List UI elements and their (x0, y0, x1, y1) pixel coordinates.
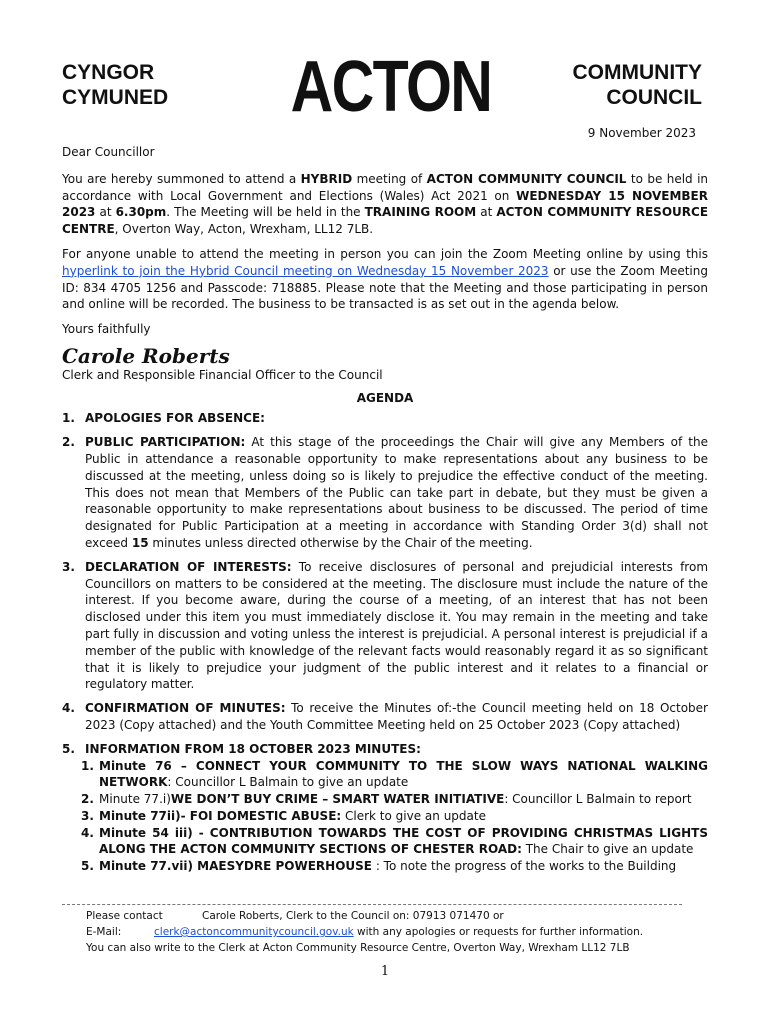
footer-divider (62, 904, 682, 905)
sub-agenda-item: 4. Minute 54 iii) - CONTRIBUTION TOWARDS THE COST OF PROVIDING CHRISTMAS LIGHTS ALONG THE ACTON COMMUNITY SECTIONS OF CHESTER ROAD: The Chair to give an update (81, 825, 708, 857)
header-welsh-line1: CYNGOR (62, 61, 155, 84)
letter-body (62, 144, 708, 882)
page-number: 1 (380, 964, 390, 979)
footer-contact-line: Please contact Carole Roberts, Clerk to the Council on: 07913 071470 or (86, 910, 504, 922)
agenda-item: 5. INFORMATION FROM 18 OCTOBER 2023 MINUTES: 1. Minute 76 – CONNECT YOUR COMMUNITY TO THE SLOW WAYS NATIONAL WALKING NETWORK: Councillor L Balmain to give an update 2. Minute 77.i)WE DON’T BUY CRIME – SMART WATER INITIATIVE: Councillor L Balmain to report 3. Minute 77ii)- FOI DOMESTIC ABUSE: Clerk to give an update 4. Minute 54 iii) - CONTRIBUTION TOWARDS THE COST OF PROVIDING CHRISTMAS LIGHTS ALONG THE ACTON COMMUNITY SECTIONS OF CHESTER ROAD: The Chair to give an update 5. Minute 77.vii) MAESYDRE POWERHOUSE : To note the progress of the works to the Building (62, 741, 708, 874)
clerk-email-link[interactable]: clerk@actoncommunitycouncil.gov.uk (154, 926, 354, 938)
header-welsh-name (62, 60, 168, 110)
letter-date: 9 November 2023 (587, 126, 696, 140)
header-english-name (573, 60, 703, 110)
signature: Carole Roberts (62, 343, 230, 368)
footer-email-line: E-Mail: clerk@actoncommunitycouncil.gov.uk with any apologies or requests for further information. (86, 926, 644, 938)
agenda-item: 2. PUBLIC PARTICIPATION: At this stage of the proceedings the Chair will give any Members of the Public in attendance a reasonable opportunity to make representations about any business to be discussed at the meeting, unless doing so is likely to prejudice the effective conduct of the meeting. This does not mean that Members of the Public can take part in debate, but they must be given a reasonable opportunity to make representations about business to be discussed. The period of time designated for Public Participation at a meeting in accordance with Standing Order 3(d) shall not exceed 15 minutes unless directed otherwise by the Chair of the meeting. (62, 435, 708, 550)
footer-contact (86, 908, 643, 956)
agenda-item: 4. CONFIRMATION OF MINUTES: To receive the Minutes of:-the Council meeting held on 18 October 2023 (Copy attached) and the Youth Committee Meeting held on 25 October 2023 (Copy attached) (62, 701, 708, 732)
header-english-line2: COUNCIL (606, 86, 702, 109)
footer-address-line: You can also write to the Clerk at Acton Community Resource Centre, Overton Way, Wrexham LL12 7LB (86, 942, 630, 954)
header-welsh-line2: CYMUNED (62, 86, 169, 109)
agenda-list (62, 410, 708, 875)
agenda-item: 1. APOLOGIES FOR ABSENCE: (62, 411, 265, 426)
sub-agenda-item: 3. Minute 77ii)- FOI DOMESTIC ABUSE: Clerk to give an update (81, 808, 486, 823)
summons-paragraph: You are hereby summoned to attend a HYBRID meeting of ACTON COMMUNITY COUNCIL to be held in accordance with Local Government and Elections (Wales) Act 2021 on WEDNESDAY 15 NOVEMBER 2023 at 6.30pm. The Meeting will be held in the TRAINING ROOM at ACTON COMMUNITY RESOURCE CENTRE, Overton Way, Acton, Wrexham, LL12 7LB. (62, 171, 709, 237)
agenda-heading: AGENDA (356, 390, 414, 405)
salutation: Dear Councillor (62, 145, 155, 159)
zoom-meeting-link[interactable]: hyperlink to join the Hybrid Council meeting on Wednesday 15 November 2023 (62, 263, 549, 278)
header-english-line1: COMMUNITY (572, 61, 702, 84)
closing: Yours faithfully (62, 322, 151, 337)
sub-agenda-item: 2. Minute 77.i)WE DON’T BUY CRIME – SMART WATER INITIATIVE: Councillor L Balmain to report (81, 792, 692, 807)
council-title: ACTON (290, 47, 492, 127)
sub-agenda-list (81, 758, 708, 876)
signatory-title: Clerk and Responsible Financial Officer to the Council (62, 367, 383, 382)
agenda-item: 3. DECLARATION OF INTERESTS: To receive disclosures of personal and prejudicial interests from Councillors on matters to be considered at the meeting. The disclosure must include the nature of the interest. If you become aware, during the course of a meeting, of an interest that has not been disclosed under this item you must immediately disclose it. You may remain in the meeting and take part fully in discussion and voting unless the interest is prejudicial. A personal interest is prejudicial if a member of the public with knowledge of the relevant facts would reasonably regard it as so significant that it is likely to prejudice your judgment of the public interest and it relates to a financial or regulatory matter. (62, 559, 709, 692)
zoom-paragraph: For anyone unable to attend the meeting in person you can join the Zoom Meeting online by using this hyperlink to join the Hybrid Council meeting on Wednesday 15 November 2023 or use the Zoom Meeting ID: 834 4705 1256 and Passcode: 718885. Please note that the Meeting and those participating in person and online will be recorded. The business to be transacted is as set out in the agenda below. (62, 246, 708, 312)
sub-agenda-item: 1. Minute 76 – CONNECT YOUR COMMUNITY TO THE SLOW WAYS NATIONAL WALKING NETWORK: Councillor L Balmain to give an update (81, 758, 708, 790)
sub-agenda-item: 5. Minute 77.vii) MAESYDRE POWERHOUSE : To note the progress of the works to the Building (81, 859, 677, 874)
